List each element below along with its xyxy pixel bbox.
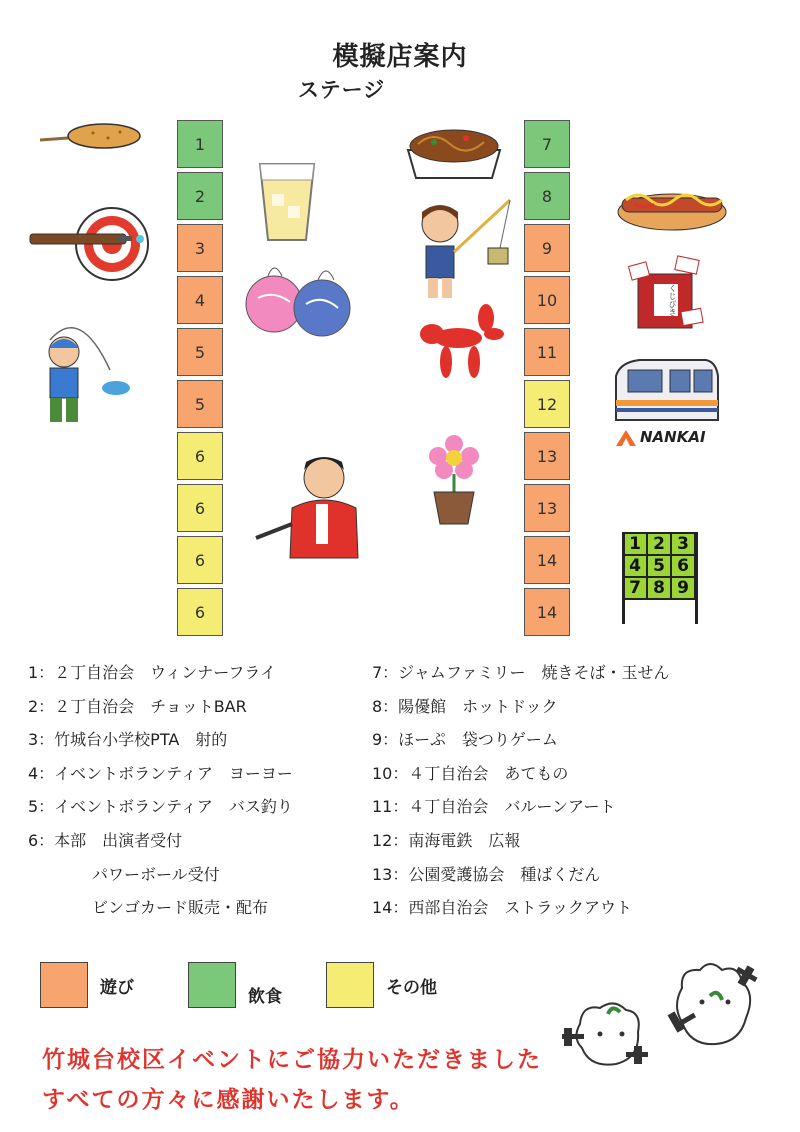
bingo-number: 9 — [672, 578, 694, 598]
booth-5: 5 — [177, 380, 223, 428]
booth-6: 6 — [177, 432, 223, 480]
kuji-label: くじびき — [654, 284, 678, 316]
booth-5: 5 — [177, 328, 223, 376]
right-booth-column — [524, 120, 570, 640]
bingo-number: 8 — [648, 578, 670, 598]
drink-glass-icon — [252, 156, 322, 246]
legend-play — [40, 962, 134, 1008]
legend-other-swatch — [326, 962, 374, 1008]
booth-description: ビンゴカード販売・配布 — [28, 898, 269, 918]
booth-4: 4 — [177, 276, 223, 324]
legend-other — [326, 962, 437, 1008]
booth-13: 13 — [524, 432, 570, 480]
booth-7: 7 — [524, 120, 570, 168]
booth-3: 3 — [177, 224, 223, 272]
bingo-number: 5 — [648, 556, 670, 576]
nankai-label: NANKAI — [640, 428, 706, 446]
booth-14: 14 — [524, 536, 570, 584]
balloon-dog-icon — [414, 304, 504, 380]
thanks-line-1: 竹城台校区イベントにご協力いただきました — [42, 1047, 542, 1073]
kuji-box-icon — [628, 254, 704, 330]
booth-2: 2 — [177, 172, 223, 220]
booth-description: 8：陽優館 ホットドック — [372, 696, 558, 716]
yakisoba-icon — [404, 120, 504, 182]
bingo-number: 6 — [672, 556, 694, 576]
bingo-number: 7 — [624, 578, 646, 598]
booth-list-left — [28, 656, 293, 925]
booth-list-right — [372, 656, 670, 925]
thanks-message — [42, 1040, 542, 1120]
booth-10: 10 — [524, 276, 570, 324]
thanks-line-2: すべての方々に感謝いたします。 — [42, 1087, 415, 1113]
legend-food-label: 飲食 — [248, 986, 282, 1007]
booth-description: 7：ジャムファミリー 焼きそば・玉せん — [372, 663, 670, 682]
legend-other-label: その他 — [386, 977, 437, 998]
page-title: 模擬店案内 — [332, 42, 468, 72]
legend-food-swatch — [188, 962, 236, 1008]
booth-12: 12 — [524, 380, 570, 428]
mascot-icon — [560, 958, 770, 1086]
booth-description: 13：公園愛護協会 種ばくだん — [372, 864, 601, 884]
booth-13: 13 — [524, 484, 570, 532]
water-balloon-yoyo-icon — [238, 254, 358, 344]
bingo-number: 2 — [648, 534, 670, 554]
flower-pot-icon — [424, 434, 484, 526]
booth-description: 12：南海電鉄 広報 — [372, 830, 521, 850]
booth-6: 6 — [177, 484, 223, 532]
left-booth-column — [177, 120, 223, 640]
staff-man-icon — [252, 448, 362, 560]
booth-description: 5：イベントボランティア バス釣り — [28, 797, 293, 817]
booth-description: 6：本部 出演者受付 — [28, 830, 183, 850]
hotdog-icon — [614, 180, 730, 234]
booth-description: 3：竹城台小学校PTA 射的 — [28, 730, 228, 750]
booth-6: 6 — [177, 588, 223, 636]
stage-label: ステージ — [298, 78, 386, 102]
booth-6: 6 — [177, 536, 223, 584]
legend-food — [188, 962, 282, 1008]
shooting-target-icon — [28, 202, 152, 284]
booth-9: 9 — [524, 224, 570, 272]
booth-description: パワーボール受付 — [28, 864, 220, 884]
bingo-number: 1 — [624, 534, 646, 554]
legend-play-swatch — [40, 962, 88, 1008]
bingo-number: 3 — [672, 534, 694, 554]
bingo-board-icon — [622, 532, 698, 622]
fishing-girl-icon — [410, 192, 520, 304]
booth-description: 2：２丁自治会 チョットBAR — [28, 696, 247, 716]
booth-1: 1 — [177, 120, 223, 168]
booth-description: 11：４丁自治会 バルーンアート — [372, 797, 616, 817]
booth-14: 14 — [524, 588, 570, 636]
fishing-boy-icon — [40, 310, 140, 428]
booth-11: 11 — [524, 328, 570, 376]
booth-description: 14：西部自治会 ストラックアウト — [372, 898, 633, 918]
booth-description: 1：２丁自治会 ウィンナーフライ — [28, 663, 276, 682]
booth-description: 10：４丁自治会 あてもの — [372, 763, 569, 783]
legend-play-label: 遊び — [100, 977, 134, 998]
corn-dog-icon — [38, 118, 142, 154]
booth-8: 8 — [524, 172, 570, 220]
booth-description: 9：ほーぷ 袋つりゲーム — [372, 730, 558, 750]
bingo-number: 4 — [624, 556, 646, 576]
nankai-train-icon — [610, 356, 720, 448]
booth-description: 4：イベントボランティア ヨーヨー — [28, 763, 293, 783]
